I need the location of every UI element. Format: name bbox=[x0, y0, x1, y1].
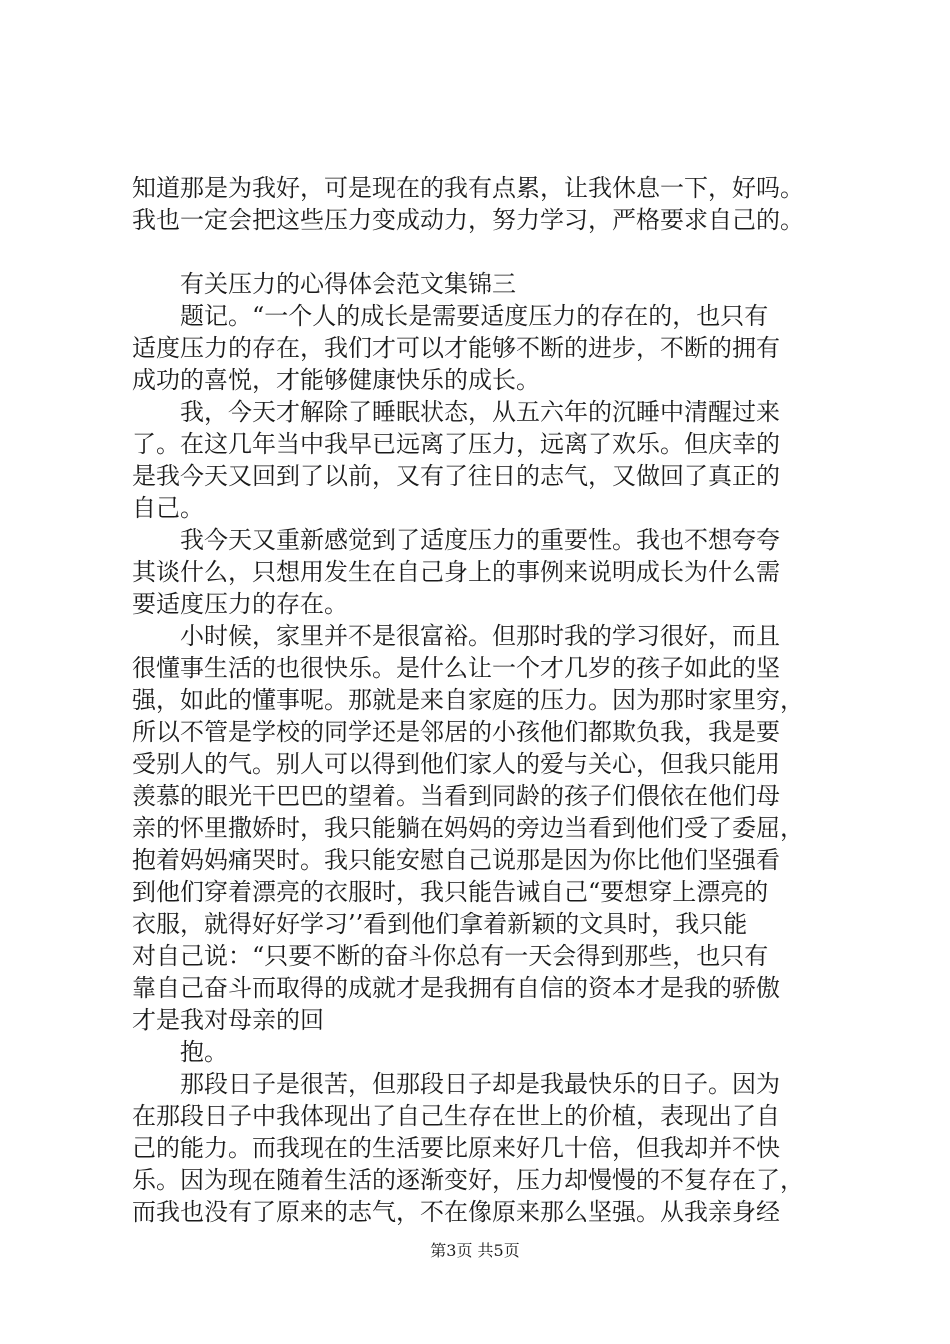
text-line: 是我今天又回到了以前，又有了往日的志气，又做回了真正的 bbox=[132, 462, 780, 490]
text-line: 衣服，就得好好学习’’看到他们拿着新颖的文具时，我只能 bbox=[132, 910, 748, 938]
text-line: 知道那是为我好，可是现在的我有点累，让我休息一下，好吗。 bbox=[132, 174, 804, 202]
paragraph-gap bbox=[132, 236, 852, 268]
text-line: 而我也没有了原来的志气，不在像原来那么坚强。从我亲身经 bbox=[132, 1198, 780, 1226]
text-line: 强，如此的懂事呢。那就是来自家庭的压力。因为那时家里穷， bbox=[132, 686, 804, 714]
text-line: 对自己说：“只要不断的奋斗你总有一天会得到那些，也只有 bbox=[132, 942, 769, 970]
text-line: 我也一定会把这些压力变成动力，努力学习，严格要求自己的。 bbox=[132, 206, 804, 234]
text-line: 抱着妈妈痛哭时。我只能安慰自己说那是因为你比他们坚强看 bbox=[132, 846, 780, 874]
text-line: 要适度压力的存在。 bbox=[132, 590, 348, 618]
text-line: 羡慕的眼光干巴巴的望着。当看到同龄的孩子们偎依在他们母 bbox=[132, 782, 780, 810]
text-line: 乐。因为现在随着生活的逐渐变好，压力却慢慢的不复存在了， bbox=[132, 1166, 804, 1194]
text-line: 才是我对母亲的回 bbox=[132, 1006, 324, 1034]
text-line: 在那段日子中我体现出了自己生存在世上的价植，表现出了自 bbox=[132, 1102, 780, 1130]
text-line: 我，今天才解除了睡眠状态，从五六年的沉睡中清醒过来 bbox=[132, 398, 780, 426]
text-line: 其谈什么，只想用发生在自己身上的事例来说明成长为什么需 bbox=[132, 558, 780, 586]
text-line: 题记。“一个人的成长是需要适度压力的存在的，也只有 bbox=[132, 302, 769, 330]
text-line: 有关压力的心得体会范文集锦三 bbox=[132, 270, 516, 298]
text-line: 成功的喜悦，才能够健康快乐的成长。 bbox=[132, 366, 540, 394]
text-line: 靠自己奋斗而取得的成就才是我拥有自信的资本才是我的骄傲 bbox=[132, 974, 780, 1002]
page-footer: 第3页 共5页 bbox=[430, 1241, 520, 1260]
text-line: 那段日子是很苦，但那段日子却是我最快乐的日子。因为 bbox=[132, 1070, 780, 1098]
text-line: 我今天又重新感觉到了适度压力的重要性。我也不想夸夸 bbox=[132, 526, 780, 554]
text-line: 适度压力的存在，我们才可以才能够不断的进步，不断的拥有 bbox=[132, 334, 780, 362]
text-line: 所以不管是学校的同学还是邻居的小孩他们都欺负我，我是要 bbox=[132, 718, 780, 746]
text-line: 亲的怀里撒娇时，我只能躺在妈妈的旁边当看到他们受了委屈， bbox=[132, 814, 804, 842]
text-line: 己的能力。而我现在的生活要比原来好几十倍，但我却并不快 bbox=[132, 1134, 780, 1162]
document-body bbox=[132, 172, 852, 1228]
text-line: 受别人的气。别人可以得到他们家人的爱与关心，但我只能用 bbox=[132, 750, 780, 778]
text-line: 小时候，家里并不是很富裕。但那时我的学习很好，而且 bbox=[132, 622, 780, 650]
text-line: 抱。 bbox=[132, 1038, 228, 1066]
text-line: 到他们穿着漂亮的衣服时，我只能告诫自己“要想穿上漂亮的 bbox=[132, 878, 769, 906]
text-line: 很懂事生活的也很快乐。是什么让一个才几岁的孩子如此的坚 bbox=[132, 654, 780, 682]
text-line: 了。在这几年当中我早已远离了压力，远离了欢乐。但庆幸的 bbox=[132, 430, 780, 458]
text-line: 自己。 bbox=[132, 494, 204, 522]
